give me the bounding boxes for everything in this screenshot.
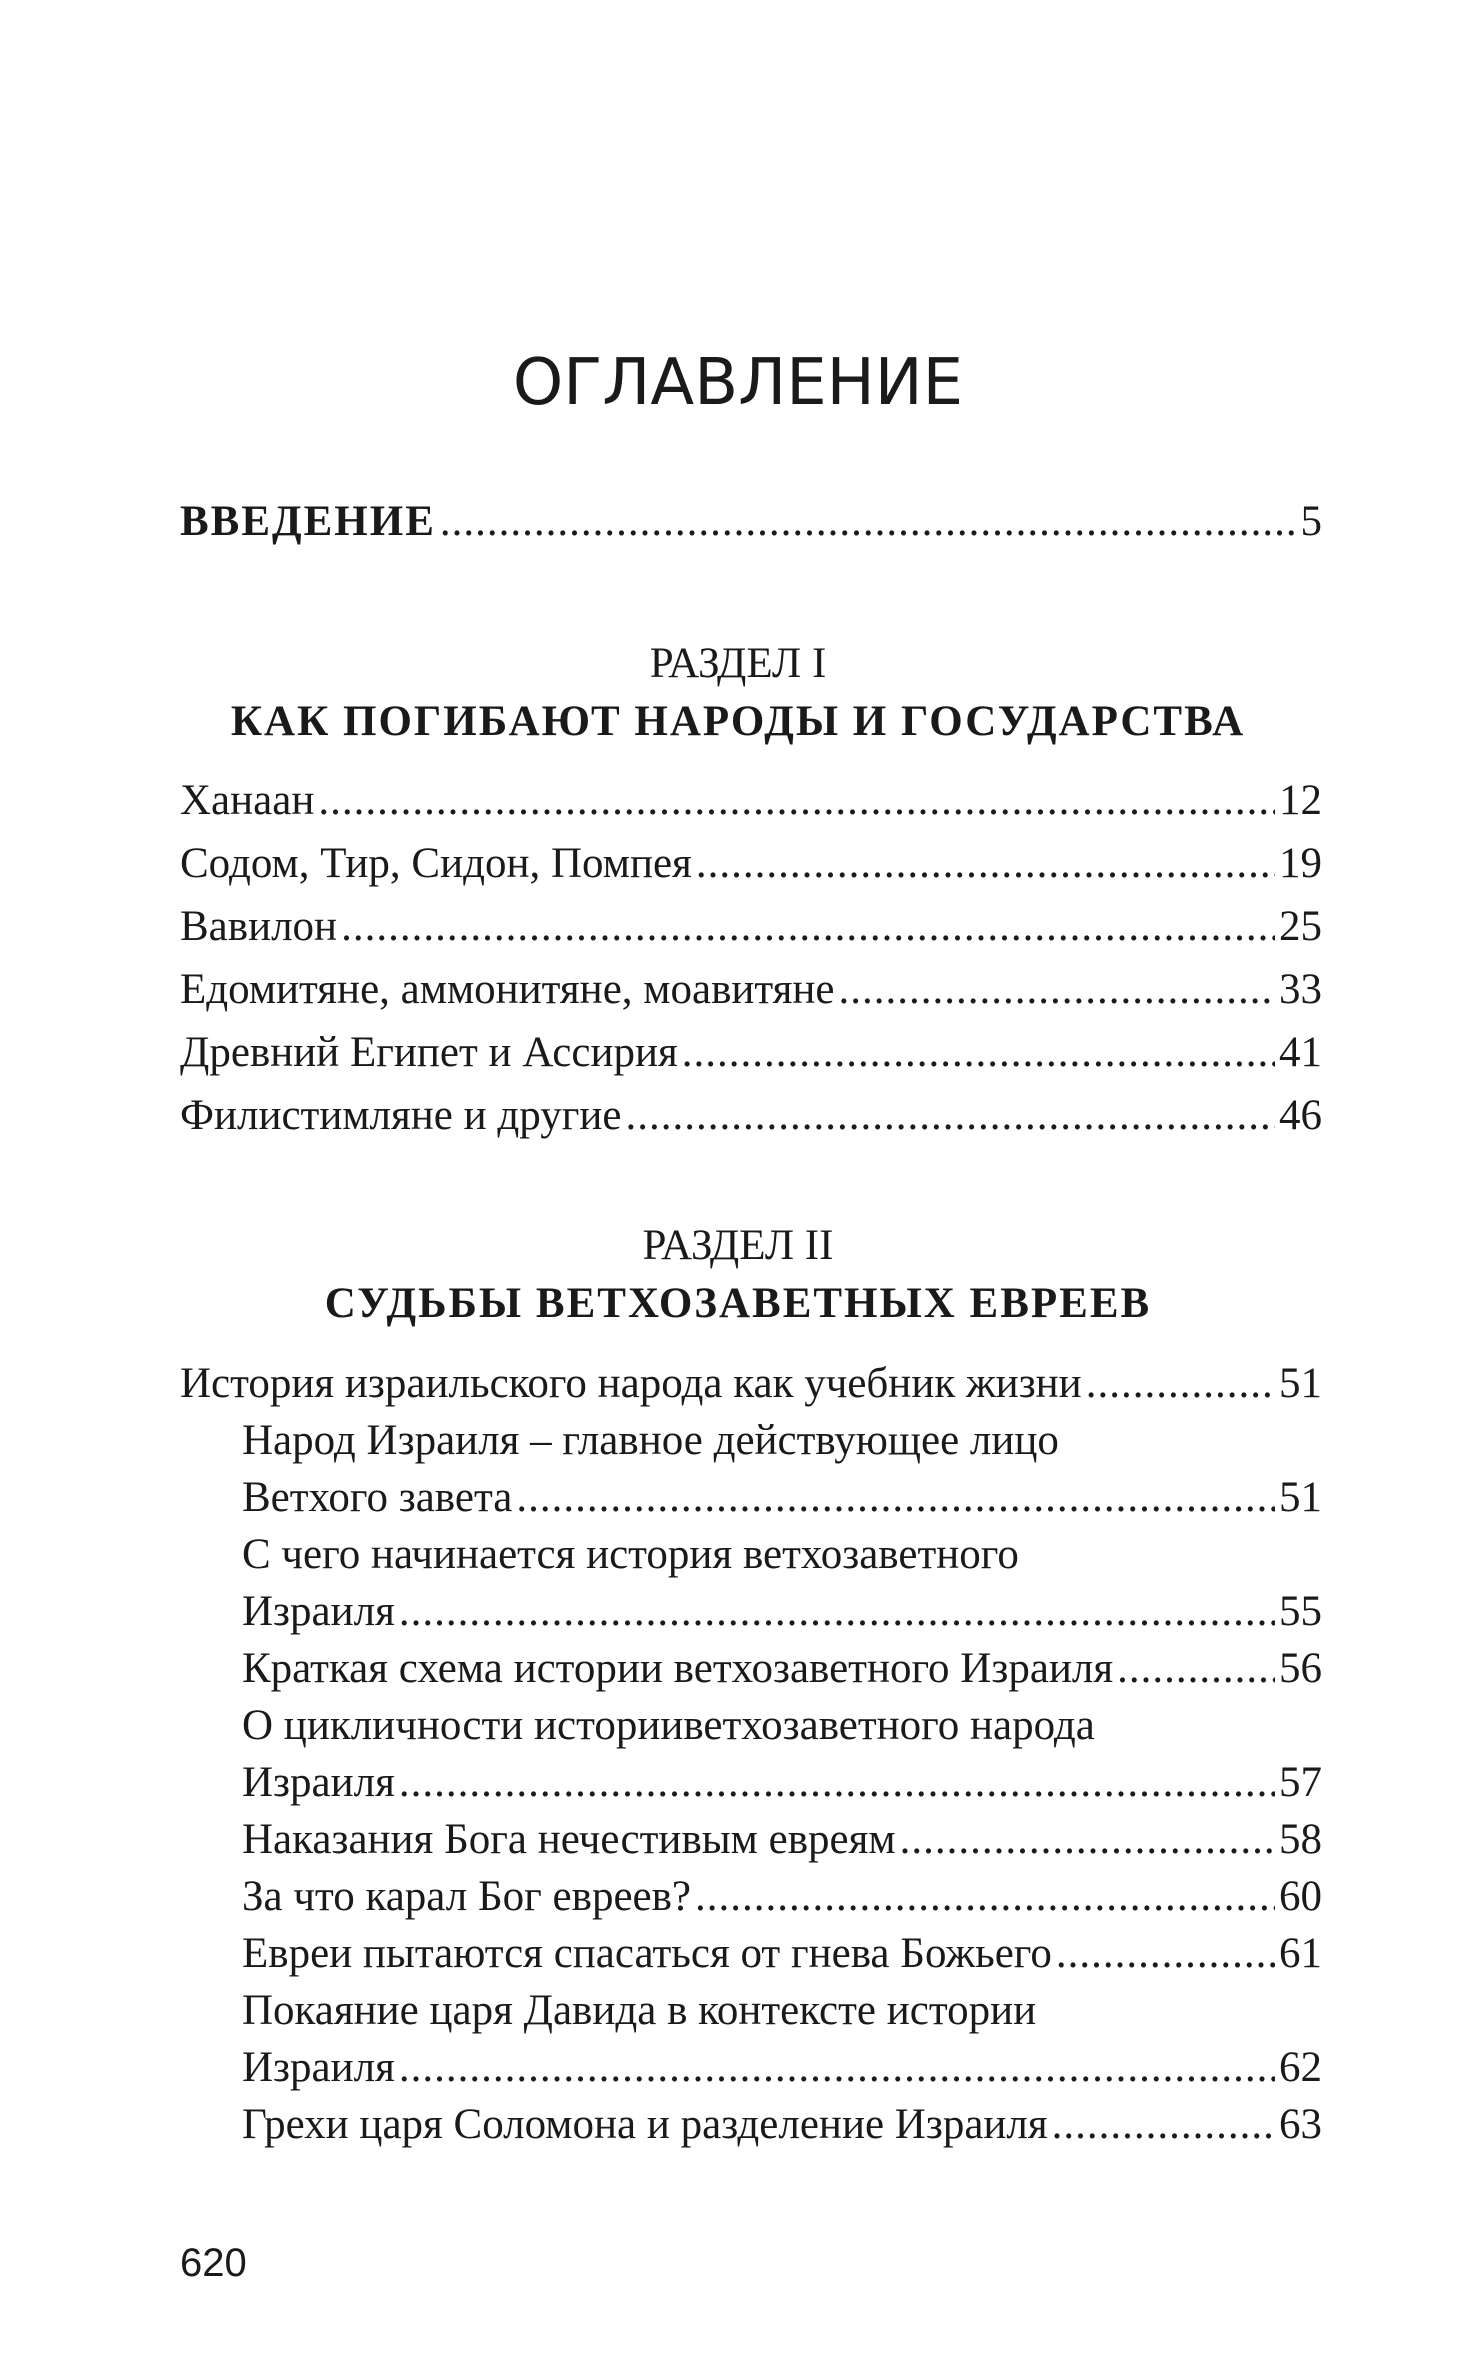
dot-leader (399, 1584, 1275, 1640)
toc-entry-page: 12 (1279, 777, 1322, 824)
toc-entry (242, 1926, 1322, 1982)
toc-entry-text: Израиля (242, 1759, 395, 1806)
section-1-title: КАК ПОГИБАЮТ НАРОДЫ И ГОСУДАРСТВА (230, 698, 1246, 745)
dot-leader (516, 1470, 1275, 1526)
dot-leader (900, 1812, 1275, 1868)
toc-entry-page: 25 (1279, 903, 1322, 950)
page-number: 620 (180, 2241, 247, 2285)
toc-entry-page: 56 (1279, 1645, 1322, 1692)
toc-entry (242, 2040, 1322, 2096)
toc-entry-text: Филистимляне и другие (180, 1092, 622, 1139)
toc-entry-text: Содом, Тир, Сидон, Помпея (180, 840, 692, 887)
toc-entry-page: 41 (1279, 1029, 1322, 1076)
toc-entry (242, 2097, 1322, 2153)
toc-entry-text: Ханаан (180, 777, 315, 824)
toc-entry-page: 60 (1279, 1873, 1322, 1920)
dot-leader (399, 1755, 1275, 1811)
section-2-entries (180, 0, 1322, 2362)
toc-entry-page: 51 (1279, 1360, 1322, 1407)
toc-entry-text: За что карал Бог евреев? (242, 1873, 692, 1920)
dot-leader (1086, 1356, 1275, 1412)
toc-entry-text: Едомитяне, аммонитяне, моавитяне (180, 966, 835, 1013)
dot-leader (1056, 1926, 1275, 1982)
toc-entry-page: 62 (1279, 2044, 1322, 2091)
toc-entry (242, 1584, 1322, 1640)
toc-entry-line1: Покаяние царя Давида в контексте истории (242, 1987, 1037, 2034)
dot-leader (399, 2040, 1275, 2096)
toc-entry-text: Грехи царя Соломона и разделение Израиля (242, 2101, 1048, 2148)
toc-entry (242, 1641, 1322, 1697)
page-title: ОГЛАВЛЕНИЕ (512, 346, 964, 420)
toc-entry (242, 1812, 1322, 1868)
toc-entry-text: ВВЕДЕНИЕ (180, 498, 436, 545)
toc-entry-line1: О цикличности историиветхозаветного народа (242, 1702, 1095, 1749)
toc-entry-page: 57 (1279, 1759, 1322, 1806)
toc-entry-text: Древний Египет и Ассирия (180, 1029, 678, 1076)
toc-entry-text: Евреи пытаются спасаться от гнева Божьего (242, 1930, 1052, 1977)
toc-entry-text: Краткая схема истории ветхозаветного Израиля (242, 1645, 1114, 1692)
toc-entry (242, 1755, 1322, 1811)
toc-entry-page: 61 (1279, 1930, 1322, 1977)
dot-leader (1052, 2097, 1275, 2153)
toc-entry-page: 5 (1300, 498, 1322, 545)
toc-entry-text: Наказания Бога нечестивым евреям (242, 1816, 896, 1863)
dot-leader (695, 1869, 1275, 1925)
toc-entry-text: Вавилон (180, 903, 338, 950)
toc-entry-page: 55 (1279, 1588, 1322, 1635)
toc-entry-page: 51 (1279, 1474, 1322, 1521)
dot-leader (1117, 1641, 1275, 1697)
toc-entry-text: История израильского народа как учебник жизни (180, 1360, 1082, 1407)
toc-entry-text: Израиля (242, 2044, 395, 2091)
section-2-title: СУДЬБЫ ВЕТХОЗАВЕТНЫХ ЕВРЕЕВ (324, 1280, 1152, 1327)
toc-entry-line1: Народ Израиля – главное действующее лицо (242, 1417, 1059, 1464)
toc-entry-page: 19 (1279, 840, 1322, 887)
toc-entry (242, 1869, 1322, 1925)
toc-entry-line1: С чего начинается история ветхозаветного (242, 1531, 1019, 1578)
toc-entry-page: 63 (1279, 2101, 1322, 2148)
toc-entry-page: 58 (1279, 1816, 1322, 1863)
section-1-label: РАЗДЕЛ I (649, 640, 827, 687)
toc-entry (242, 1470, 1322, 1526)
toc-entry (180, 1356, 1322, 1412)
section-2-label: РАЗДЕЛ II (642, 1222, 834, 1269)
toc-entry-page: 46 (1279, 1092, 1322, 1139)
toc-entry-text: Израиля (242, 1588, 395, 1635)
toc-entry-page: 33 (1279, 966, 1322, 1013)
toc-entry-text: Ветхого завета (242, 1474, 513, 1521)
